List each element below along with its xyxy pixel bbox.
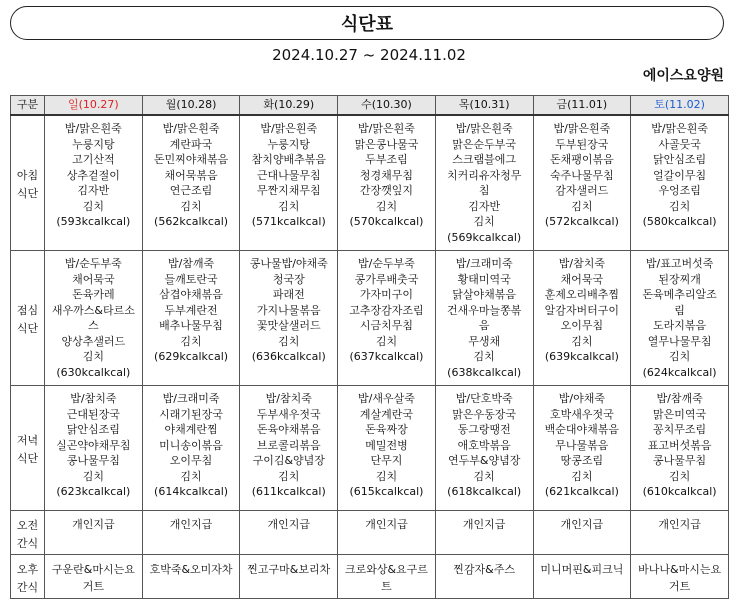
menu-cell-saturday (631, 511, 729, 555)
menu-item: 미니송이볶음 (159, 438, 223, 452)
menu-item: 맑은콩나물국 (354, 137, 419, 151)
menu-cell-sunday (45, 555, 143, 599)
menu-item: 닭안심조림 (653, 153, 707, 166)
menu-item: 찐고구마&보리차 (247, 563, 331, 576)
menu-item: 김치 (668, 199, 691, 213)
menu-cell-monday (142, 511, 240, 555)
menu-cell-friday (533, 386, 631, 511)
menu-item: 밥/새우살죽 (358, 392, 415, 405)
menu-item: 청경채무침 (359, 168, 414, 182)
menu-item: 돈민찌야채볶음 (153, 153, 229, 166)
menu-cell-tuesday (240, 386, 338, 511)
menu-item: 김치 (375, 334, 398, 348)
meal-label-line: 식단 (16, 187, 39, 200)
menu-item: 김치 (473, 215, 495, 228)
menu-item: 가지나물볶음 (256, 303, 321, 317)
menu-item: 김자반 (77, 184, 110, 197)
menu-item: (629kcalkcal) (154, 350, 229, 363)
menu-item: 배추나물무침 (159, 319, 223, 332)
menu-item: 밥/맑은흰죽 (553, 122, 611, 135)
menu-item: 청국장 (272, 272, 305, 286)
meal-label-line: 오전 (16, 519, 39, 532)
menu-item: 밥/맑은흰죽 (651, 122, 709, 135)
menu-item: 김치 (473, 469, 495, 483)
menu-item: (569kcalkcal) (447, 230, 522, 244)
menu-cell-monday (142, 115, 240, 251)
menu-item: 밥/맑은흰죽 (358, 122, 415, 135)
menu-item: 도라지볶음 (653, 319, 707, 332)
menu-item: 김치 (571, 199, 593, 213)
header-day-saturday: 토(11.02) (631, 96, 729, 116)
menu-cell-thursday (435, 386, 533, 511)
menu-item: 연두부&양념장 (447, 454, 521, 467)
menu-item: 김치 (375, 199, 398, 213)
menu-item: 콩가루배춧국 (354, 272, 419, 286)
menu-item: 김치 (473, 350, 495, 363)
menu-item: (571kcalkcal) (251, 215, 326, 228)
header-category: 구분 (11, 96, 45, 116)
menu-item: 감자샐러드 (555, 184, 609, 197)
menu-item: 밥/참깨죽 (167, 257, 215, 270)
meal-label (11, 511, 45, 555)
menu-item: 두부새우젓국 (256, 407, 321, 421)
meal-label-line: 식단 (16, 452, 39, 465)
meal-label (11, 386, 45, 511)
menu-item: (615kcalkcal) (349, 485, 424, 498)
menu-item: 밥/맑은흰죽 (260, 122, 318, 135)
menu-item: (638kcalkcal) (447, 365, 522, 379)
menu-item: 들깨토란국 (164, 272, 218, 286)
menu-cell-monday (142, 555, 240, 599)
menu-item: 스 (88, 319, 99, 332)
menu-item: 삼겹야채볶음 (159, 288, 223, 301)
menu-item: 밥/맑은흰죽 (162, 122, 220, 135)
menu-cell-sunday (45, 386, 143, 511)
menu-item: 찐감자&주스 (453, 563, 516, 576)
menu-item: 단무지 (370, 454, 403, 467)
menu-item: 음 (478, 319, 490, 332)
menu-item: 닭살야채볶음 (452, 288, 517, 301)
menu-item: 오이무침 (560, 319, 604, 332)
menu-item: 백순대야채볶음 (544, 423, 620, 436)
menu-item: 밥/야채죽 (558, 392, 605, 405)
meal-row-snack1 (11, 511, 729, 555)
meal-label (11, 251, 45, 386)
meal-row-breakfast (11, 115, 729, 251)
menu-cell-saturday (631, 386, 729, 511)
menu-item: 개인지급 (658, 518, 701, 531)
menu-item: 밥/맑은흰죽 (64, 122, 122, 135)
menu-cell-tuesday (240, 115, 338, 251)
meal-row-lunch (11, 251, 729, 386)
menu-item: 새우까스&타르소 (51, 303, 135, 317)
menu-item: 닭안심조림 (66, 423, 120, 436)
menu-cell-thursday (435, 251, 533, 386)
header-day-monday: 월(10.28) (142, 96, 240, 116)
menu-item: 계살계란국 (359, 407, 414, 421)
menu-item: 밥/순두부죽 (64, 257, 122, 270)
menu-item: 크로와상&요구르 (344, 563, 428, 576)
menu-item: 야채계란찜 (164, 423, 218, 436)
menu-item: 개인지급 (560, 518, 604, 531)
menu-item: 무생채 (468, 334, 501, 348)
meal-label (11, 555, 45, 599)
menu-item: 김치 (180, 199, 202, 213)
menu-item: 침 (478, 184, 490, 197)
menu-item: 숙주나물무침 (549, 168, 614, 182)
menu-item: 오이무침 (169, 454, 213, 467)
menu-item: 알감자버터구이 (544, 303, 620, 317)
menu-table (10, 95, 729, 599)
menu-cell-monday (142, 386, 240, 511)
menu-cell-thursday (435, 511, 533, 555)
menu-item: 밥/크래미죽 (455, 257, 513, 270)
menu-item: (570kcalkcal) (349, 215, 424, 228)
menu-item: 개인지급 (169, 518, 213, 531)
menu-item: (614kcalkcal) (154, 485, 229, 498)
menu-item: 김자반 (468, 199, 501, 213)
menu-item: 스크램블에그 (452, 153, 517, 166)
menu-item: (562kcalkcal) (154, 215, 229, 228)
menu-cell-sunday (45, 115, 143, 251)
menu-item: 개인지급 (267, 518, 311, 531)
menu-cell-wednesday (338, 511, 436, 555)
table-header-row (11, 96, 729, 116)
menu-item: 누룽지탕 (72, 137, 115, 151)
menu-item: 돈육메추리알조 (642, 288, 717, 301)
menu-item: 콩나물무침 (66, 454, 120, 467)
menu-item: 애호박볶음 (457, 438, 511, 452)
meal-row-dinner (11, 386, 729, 511)
menu-item: 꽃맛살샐러드 (256, 319, 321, 332)
menu-item: 맑은순두부국 (452, 137, 517, 151)
menu-item: 콩나물무침 (653, 454, 707, 467)
menu-item: 거트 (668, 580, 691, 593)
menu-item: 호박새우젓국 (549, 407, 614, 421)
menu-item: 양상추샐러드 (61, 334, 126, 348)
menu-item: 거트 (82, 580, 104, 593)
menu-item: 맑은우동장국 (452, 407, 517, 421)
menu-item: 무나물볶음 (555, 438, 609, 452)
page-title (10, 6, 724, 40)
menu-item: (610kcalkcal) (642, 485, 717, 498)
meal-row-snack2 (11, 555, 729, 599)
menu-item: 계란파국 (169, 137, 213, 151)
menu-item: 표고버섯볶음 (647, 438, 712, 452)
menu-item: 황태미역국 (457, 272, 511, 286)
menu-cell-friday (533, 511, 631, 555)
menu-cell-saturday (631, 115, 729, 251)
menu-item: 브로콜리볶음 (256, 438, 321, 452)
menu-item: (636kcalkcal) (251, 350, 326, 363)
menu-cell-wednesday (338, 555, 436, 599)
menu-item: 트 (381, 580, 392, 593)
menu-item: 꽁치무조림 (653, 423, 707, 436)
menu-item: (630kcalkcal) (56, 365, 131, 379)
meal-label-line: 점심 (16, 304, 39, 317)
menu-item: 고기산적 (72, 153, 115, 166)
menu-item: (624kcalkcal) (642, 365, 717, 379)
menu-item: 밥/참치죽 (70, 392, 117, 405)
menu-cell-friday (533, 555, 631, 599)
menu-cell-tuesday (240, 555, 338, 599)
menu-item: 참치양배추볶음 (251, 153, 326, 166)
menu-item: 근대된장국 (66, 407, 120, 421)
menu-cell-sunday (45, 511, 143, 555)
menu-item: 간장깻잎지 (359, 184, 414, 197)
menu-cell-saturday (631, 251, 729, 386)
menu-item: 밥/순두부죽 (358, 257, 415, 270)
menu-item: 구이김&양념장 (252, 454, 325, 467)
menu-item: (621kcalkcal) (544, 485, 619, 498)
menu-item: 얼갈이무침 (653, 168, 707, 182)
menu-item: 김치 (180, 469, 202, 483)
menu-item: 누룽지탕 (267, 137, 311, 151)
menu-item: 시래기된장국 (159, 407, 223, 421)
meal-label-line: 아침 (16, 169, 39, 182)
menu-item: 돈채팽이볶음 (549, 153, 614, 166)
menu-item: 김치 (278, 334, 300, 348)
menu-item: 바나나&마시는요 (638, 563, 722, 576)
menu-item: 개인지급 (365, 518, 408, 531)
menu-item: 호박죽&오미자차 (149, 563, 233, 576)
menu-item: 두부계란전 (164, 303, 218, 317)
menu-item: (593kcalkcal) (56, 215, 131, 228)
menu-item: 사골뭇국 (658, 137, 701, 151)
menu-item: 김치 (82, 350, 104, 363)
menu-item: 열무나물무침 (647, 334, 712, 348)
menu-item: 동그랑땡전 (457, 423, 511, 436)
menu-item: (611kcalkcal) (251, 485, 326, 498)
meal-label-line: 오후 (16, 563, 39, 576)
menu-item: 무짠지채무침 (256, 184, 321, 197)
header-day-wednesday: 수(10.30) (338, 96, 436, 116)
menu-item: 시금치무침 (359, 319, 414, 332)
menu-item: 밥/크래미죽 (162, 392, 220, 405)
menu-item: 김치 (668, 350, 691, 363)
menu-cell-thursday (435, 555, 533, 599)
menu-item: 된장찌개 (658, 272, 701, 286)
menu-item: 김치 (375, 469, 398, 483)
menu-cell-wednesday (338, 386, 436, 511)
menu-item: 가자미구이 (359, 288, 414, 301)
menu-item: 채어묵볶음 (164, 168, 218, 182)
menu-item: 상추겉절이 (66, 168, 120, 182)
menu-period: 2024.10.27 ~ 2024.11.02 (272, 46, 466, 64)
header-day-thursday: 목(10.31) (435, 96, 533, 116)
menu-item: 건새우마늘쫑볶 (446, 303, 522, 317)
menu-item: (623kcalkcal) (56, 485, 131, 498)
menu-item: 채어묵국 (560, 272, 604, 286)
meal-label-line: 식단 (16, 322, 39, 335)
menu-item: 림 (674, 303, 685, 317)
menu-cell-friday (533, 115, 631, 251)
menu-item: 콩나물밥/야채죽 (249, 257, 328, 270)
menu-item: 김치 (571, 469, 593, 483)
title-text: 식단표 (340, 14, 394, 35)
menu-item: 개인지급 (72, 518, 115, 531)
menu-item: 훈제오리배추찜 (544, 288, 620, 301)
menu-item: 김치 (278, 199, 300, 213)
menu-item: 실곤약야채무침 (56, 438, 131, 452)
menu-cell-wednesday (338, 251, 436, 386)
menu-item: 밥/참깨죽 (656, 392, 703, 405)
menu-item: (637kcalkcal) (349, 350, 424, 363)
menu-item: 맑은미역국 (653, 407, 707, 421)
menu-cell-monday (142, 251, 240, 386)
menu-item: 땅콩조림 (560, 454, 604, 467)
menu-cell-tuesday (240, 251, 338, 386)
menu-item: 미니머핀&피크닉 (540, 563, 624, 576)
header-day-tuesday: 화(10.29) (240, 96, 338, 116)
menu-cell-thursday (435, 115, 533, 251)
menu-item: (618kcalkcal) (447, 485, 522, 498)
menu-cell-tuesday (240, 511, 338, 555)
meal-label-line: 간식 (16, 537, 39, 550)
menu-cell-sunday (45, 251, 143, 386)
menu-item: 김치 (571, 334, 593, 348)
menu-item: 두부된장국 (555, 137, 609, 151)
meal-label-line: 간식 (16, 581, 39, 594)
menu-item: 밥/단호박죽 (455, 392, 513, 405)
menu-item: 채어묵국 (72, 272, 115, 286)
menu-cell-wednesday (338, 115, 436, 251)
menu-item: 밥/참치죽 (558, 257, 605, 270)
menu-item: 연근조림 (169, 184, 213, 197)
menu-item: 치커리유자청무 (446, 168, 522, 182)
header-day-friday: 금(11.01) (533, 96, 631, 116)
menu-item: (580kcalkcal) (642, 215, 717, 228)
menu-item: 우엉조림 (658, 184, 701, 197)
meal-label-line: 저녁 (16, 434, 39, 447)
menu-cell-saturday (631, 555, 729, 599)
menu-item: 돈육카레 (72, 288, 115, 301)
menu-item: 밥/참치죽 (265, 392, 312, 405)
menu-cell-friday (533, 251, 631, 386)
menu-body (11, 115, 729, 599)
header-day-sunday: 일(10.27) (45, 96, 143, 116)
organization-name: 에이스요양원 (642, 68, 724, 84)
menu-item: 김치 (82, 199, 104, 213)
menu-item: 김치 (278, 469, 300, 483)
menu-item: 김치 (82, 469, 104, 483)
menu-item: 김치 (668, 469, 691, 483)
menu-item: 메밀전병 (365, 438, 408, 452)
menu-item: 개인지급 (462, 518, 506, 531)
menu-item: 고추장감자조림 (349, 303, 424, 317)
menu-item: 돈육야채볶음 (256, 423, 321, 436)
menu-item: 밥/맑은흰죽 (455, 122, 513, 135)
menu-item: 돈육짜장 (365, 423, 408, 436)
menu-item: 밥/표고버섯죽 (645, 257, 714, 270)
menu-item: 두부조림 (365, 153, 408, 166)
menu-item: (572kcalkcal) (544, 215, 619, 228)
menu-item: 김치 (180, 334, 202, 348)
meal-label (11, 115, 45, 251)
menu-item: 근대나물무침 (256, 168, 321, 182)
menu-item: 구운란&마시는요 (51, 563, 135, 576)
menu-item: (639kcalkcal) (544, 350, 619, 363)
menu-item: 파래전 (272, 288, 305, 301)
